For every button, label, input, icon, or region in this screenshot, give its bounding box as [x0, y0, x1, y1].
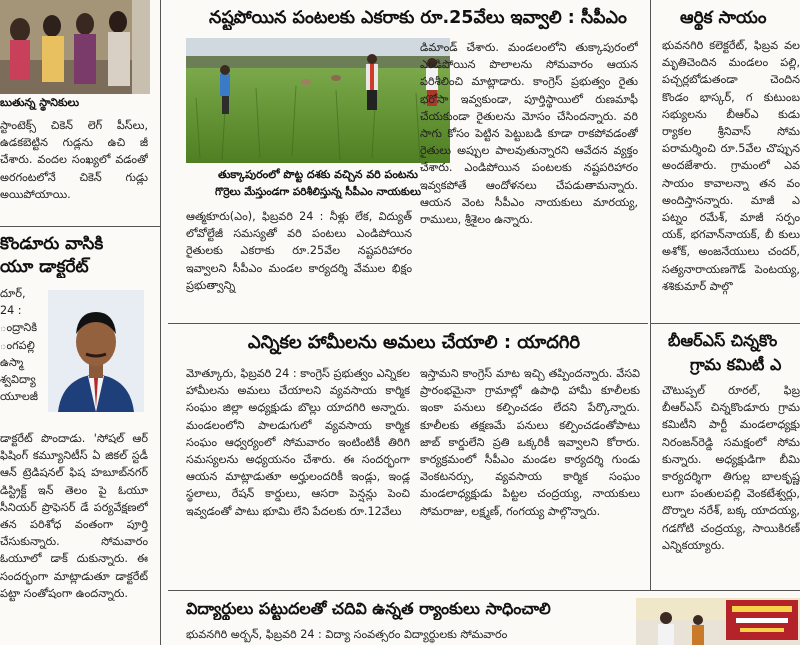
crowd-illustration: [0, 0, 150, 94]
divider: [168, 590, 800, 591]
short-line: ఉస్మా: [0, 355, 24, 369]
divider: [650, 323, 800, 324]
divider: [168, 323, 648, 324]
paddy-field-illustration: [186, 38, 450, 163]
portrait-illustration: [48, 290, 144, 412]
crowd-photo-caption: బుతున్న స్థానికులు: [0, 96, 80, 109]
bottom-article-text: భువనగిరి అర్బన్, ఫిబ్రవరి 24 : విద్యా సంవత్సరం విద్యార్థులకు సోమవారం: [186, 628, 508, 641]
paddy-field-photo: [186, 38, 450, 163]
second-article-col1: మోత్కూరు, ఫిబ్రవరి 24 : కాంగ్రెస్ ప్రభుత్వం ఎన్నికల హామీలను అమలు చేయాలని వ్యవసాయ కార్మిక సంఘం జిల్లా అధ్యక్షుడు బొల్లు యాదగిరి అన్నారు. మండలంలోని పాలడుగులో వ్యవసాయ కార్మిక సంఘం ఆధ్వర్యంలో సోమవారం ఇంటింటికీ తిరిగి సమస్యలను అధ్యయనం చేశారు. ఈ సందర్భంగా ఆయన మాట్లాడుతూ అర్హులందరికీ ఇండ్లు, ఇండ్ల స్థలాలు, రేషన్ కార్డులు, ఆసరా పెన్షన్లు పెంచి ఇవ్వడంతో పాటు భూమి లేని పేదలకు రూ.12వేలు: [186, 367, 410, 518]
school-event-illustration: [636, 598, 800, 645]
profile-headline-2: యూ డాక్టరేట్: [0, 257, 89, 277]
photo-caption-1: తుక్కాపురంలో పొట్ట దశకు వచ్చిన వరి పంటను: [218, 168, 418, 181]
main-article-left-text: ఆత్మకూరు(ఎం), ఫిబ్రవరి 24 : నీళ్లు లేక, విద్యుత్ లోవోల్టేజీ సమస్యతో వరి పంటలు ఎండిపోయిన రైతులకు ఎకరాకు రూ.25వేల నష్టపరిహారం ఇవ్వాలని సీపీఎం మండల కార్యదర్శి వేముల భిక్షం ప్రభుత్వాన్ని: [186, 210, 412, 292]
divider: [0, 226, 160, 227]
school-event-photo: [636, 598, 800, 645]
short-line: యూలజీ: [0, 390, 38, 404]
right-bottom-text: చౌటుప్పల్ రూరల్, ఫిబ్ర బీఆర్‌ఎస్ చిన్నకొండూరు గ్రామ కమిటీని పార్టీ మండలాధ్యక్షు నిరంజన్‌రెడ్డి సమక్షంలో సోమ కున్నారు. అధ్యక్షుడిగా బీమి కార్యదర్శిగా తిగుల్ల బాలకృష్ణ లుగా పంతులపల్లి వెంకటేశ్వర్లు, దొర్నాల నరేశ్, బక్క యాదయ్య, గడగోటి చంద్రయ్య, సాయికిరణ్ ఎన్నికయ్యారు.: [662, 384, 800, 552]
column-rule: [650, 0, 651, 590]
bottom-headline: విద్యార్థులు పట్టుదలతో చదివి ఉన్నత ర్యాంకులు సాధించాలి: [186, 599, 551, 618]
short-line: 24 :: [0, 304, 22, 318]
second-article-col2: ఇస్తామని కాంగ్రెస్ మాట ఇచ్చి తప్పిందన్నారు. వేసవి ప్రారంభమైనా గ్రామాల్లో ఉపాధి హామీ కూలీలకు ఇంకా పనులు కల్పించడం లేదని పేర్కొన్నారు. కూలీలకు తక్షణమే పనులు కల్పించడంతోపాటు జాబ్ కార్డులేని ప్రతి ఒక్కరికీ ఇవ్వాలని కోరారు. కార్యక్రమంలో సీపీఎం మండల కార్యదర్శి గుండు వెంకటనర్సు, వ్యవసాయ కార్మిక సంఘం మండలాధ్యక్షుడు పిట్టల చంద్రయ్య, నాయకులు సోమరాజు, లక్ష్మణ్, గంగయ్య పాల్గొన్నారు.: [420, 367, 640, 518]
short-line: ంద్రానికి: [0, 321, 38, 335]
right-bottom-headline-2: గ్రామ కమిటీ ఎ: [690, 355, 782, 374]
profile-text: డాక్టరేట్ పొందాడు. 'సోషల్ ఆర్ ఫిషింగ్ కమ్యూనిటీస్ ఏ జికల్ స్టడీ ఆన్ ట్రెడిషనల్ ఫిష హబూబ్‌నగర్ డిస్ట్రిక్ట్ ఇన్ తెలం పై ఓయూ సీనియర్ ప్రొఫెసర్ డే పర్యవేక్షణలో తన పరిశోధ వంతంగా పూర్తి చేసుకున్నారు. సోమవారం ఓయూలో డాక్ దుకున్నారు. ఈ సందర్భంగా మాట్లాడుతూ డాక్టరేట్ పట్టా సంతోషంగా ఉందన్నారు.: [0, 432, 148, 600]
crowd-photo: [0, 0, 150, 94]
right-top-headline: ఆర్థిక సాయం: [680, 8, 767, 28]
right-top-text: భువనగిరి కలెక్టరేట్, ఫిబ్రవ వల మృతిచెందిన మండలం పల్లి, పచ్చర్లబోడుతండా చెందిన కొండం భాస్కర్, గ కుటుంబ సభ్యులను బీఆర్‌ఎ కుడు ర్యాకల శ్రీనివాస్ సోమ పరామర్శించి రూ.5వేల చొప్పున అందజేశారు. గ్రామంలో ఎవ సాయం కావాలన్నా తన వం అందిస్తానన్నారు. మాజీ ఎ పట్నం రమేశ్, మాజీ సర్పం యక్, భగవాన్‌నాయక్, బీ కులు అశోక్, అంజనేయులు చందర్, సత్యనారాయణగౌడ్ పెంటయ్య, శశికుమార్ పాల్గొ: [662, 39, 800, 293]
short-line: శ్వవిద్యా: [0, 372, 36, 386]
profile-short-lines: [0, 285, 46, 427]
left-top-text: స్టాంటెక్స్ చికెన్ లెగ్ పీస్‌లు, ఉడకబెట్టిన గుడ్లను ఉచి జీ చేశారు. వందల సంఖ్యలో వడంతో అరగంటలోనే చికెన్ గుడ్లు అయిపోయాయి.: [0, 119, 148, 201]
main-headline: నష్టపోయిన పంటలకు ఎకరాకు రూ.25వేలు ఇవ్వాలి : సీపీఎం: [209, 8, 627, 28]
column-rule: [160, 0, 161, 645]
second-headline: ఎన్నికల హామీలను అమలు చేయాలి : యాదగిరి: [247, 332, 581, 353]
photo-caption-2: గొర్రెలు మేస్తుండగా పరిశీలిస్తున్న సీపీఎం నాయకులు: [214, 186, 422, 198]
right-bottom-headline-1: బీఆర్‌ఎస్ చిన్నకొం: [668, 331, 778, 350]
short-line: ంగపల్లి: [0, 338, 35, 352]
main-article-right-text: డిమాండ్ చేశారు. మండలంలోని తుక్కాపురంలో ఎండిపోయిన పొలాలను సోమవారం ఆయన పరిశీలించి మాట్లాడారు. కాంగ్రెస్ ప్రభుత్వం రైతు భరోసా ఇవ్వకుండా, పూర్తిస్థాయిలో రుణమాఫీ చేయకుండా రైతులను మోసం చేసిందన్నారు. వరి సాగు కోసం పెట్టిన పెట్టుబడి కూడా రాకపోవడంతో రైతులు అప్పుల పాలవుతున్నారని ఆవేదన వ్యక్తం చేశారు. ఎండిపోయిన పంటలకు నష్టపరిహారం ఇవ్వకపోతే ఆందోళనలు చేపడుతామన్నారు. ఆయన వెంట సీపీఎం నాయకులు మారయ్య, రాములు, శ్రీశైలం ఉన్నారు.: [420, 41, 638, 227]
profile-headline-1: కొండూరు వాసికి: [0, 234, 104, 254]
portrait-photo: [48, 290, 144, 412]
short-line: దూర్,: [0, 287, 26, 300]
